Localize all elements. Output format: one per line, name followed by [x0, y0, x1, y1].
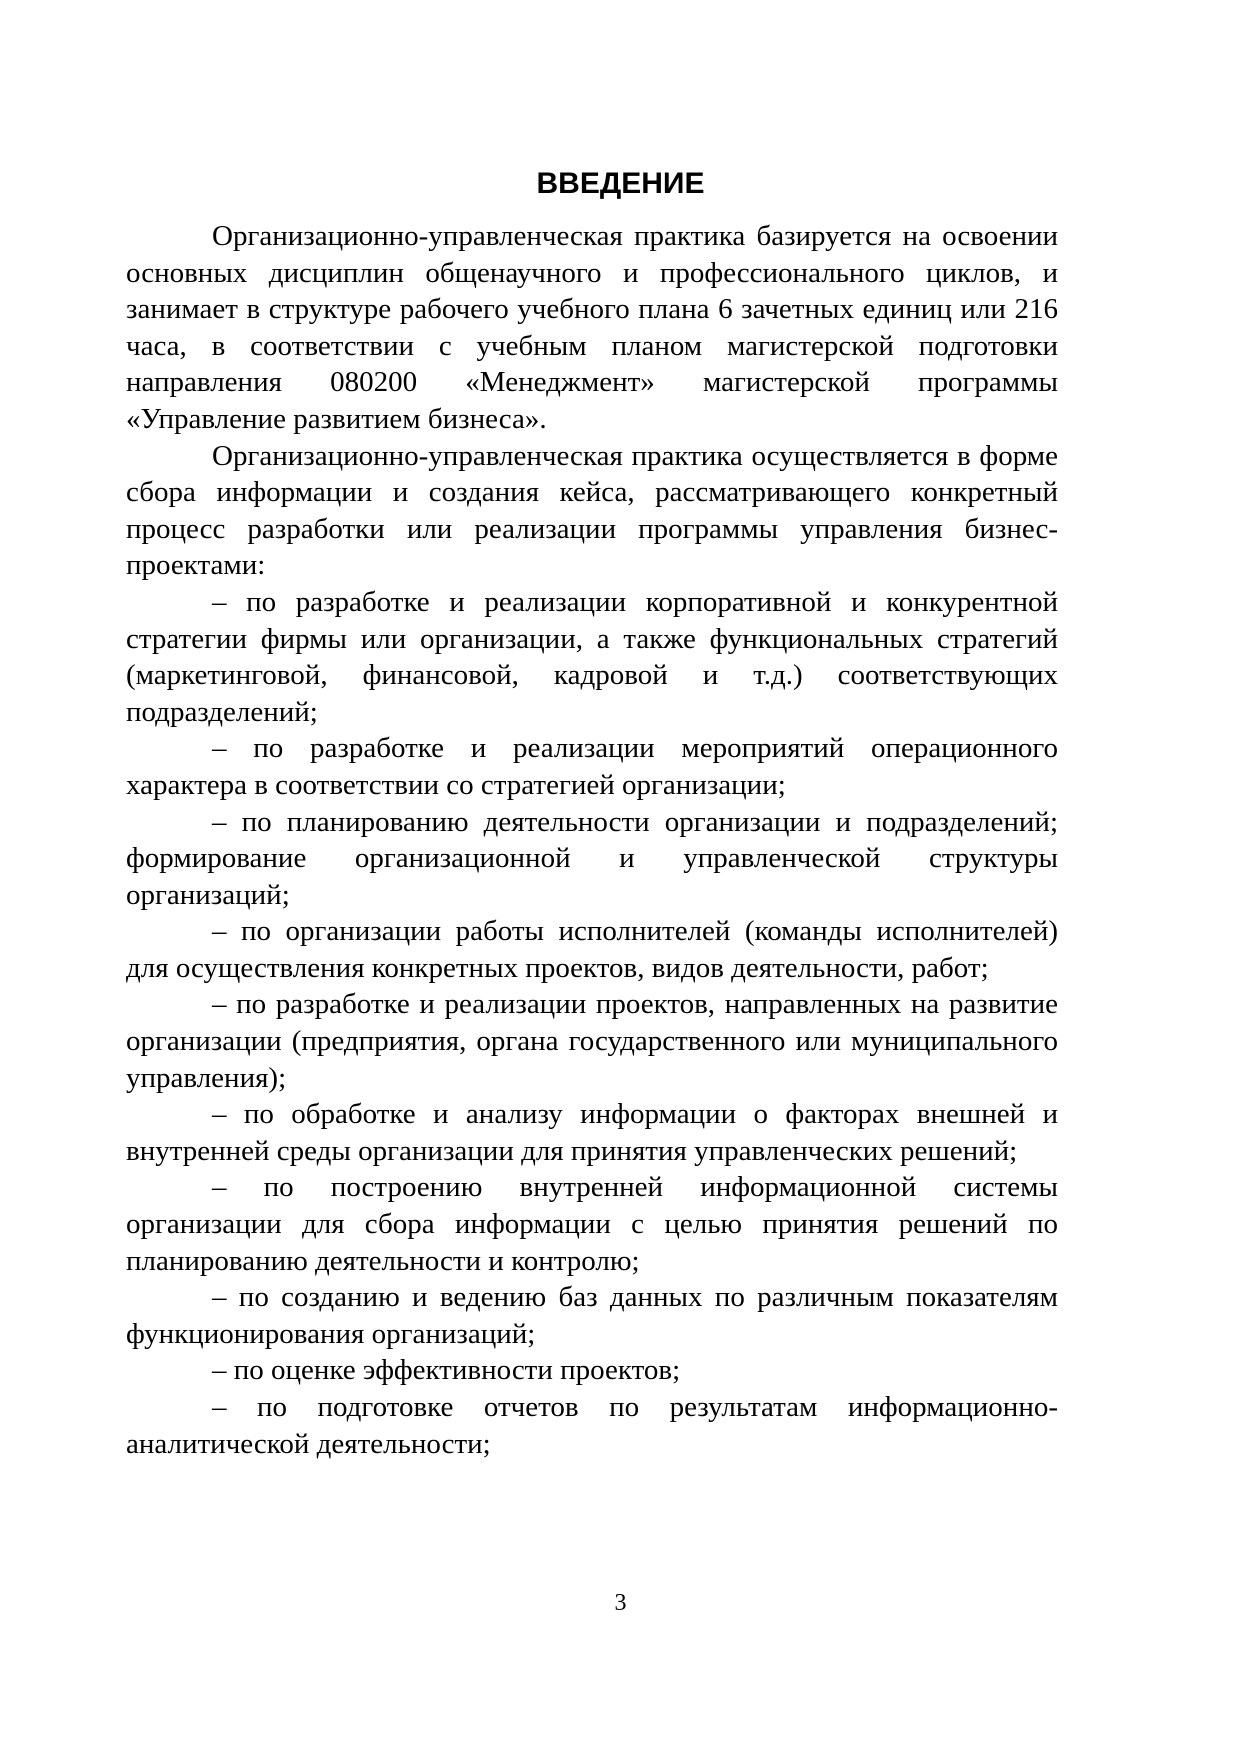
body-text [126, 218, 1058, 1462]
list-item: – по разработке и реализации проектов, направленных на развитие организации (предприятия, органа государственного или муниципального управления); [126, 988, 1058, 1094]
list-item: – по подготовке отчетов по результатам информационно-аналитической деятельности; [126, 1391, 1058, 1460]
list-item: – по обработке и анализу информации о факторах внешней и внутренней среды организации для принятия управленческих решений; [126, 1098, 1058, 1167]
list-item: – по построению внутренней информационной системы организации для сбора информации с целью принятия решений по планированию деятельности и контролю; [126, 1171, 1058, 1277]
paragraph: Организационно-управленческая практика базируется на освоении основных дисциплин общенаучного и профессионального циклов, и занимает в структуре рабочего учебного плана 6 зачетных единиц или 216 часа, в соответствии с учебным планом магистерской подготовки направления 080200 «Менеджмент» магистерской программы «Управление развитием бизнеса». [126, 220, 1058, 435]
list-item: – по оценке эффективности проектов; [212, 1354, 681, 1387]
list-item: – по разработке и реализации мероприятий операционного характера в соответствии со стратегией организации; [126, 732, 1058, 801]
list-item: – по организации работы исполнителей (команды исполнителей) для осуществления конкретных проектов, видов деятельности, работ; [126, 915, 1058, 984]
page-title: ВВЕДЕНИЕ [536, 167, 705, 200]
paragraph: Организационно-управленческая практика осуществляется в форме сбора информации и создания кейса, рассматривающего конкретный процесс разработки или реализации программы управления бизнес-проектами: [126, 439, 1058, 582]
list-item: – по созданию и ведению баз данных по различным показателям функционирования организаций; [126, 1281, 1058, 1350]
page-number: 3 [614, 1590, 627, 1616]
list-item: – по разработке и реализации корпоративной и конкурентной стратегии фирмы или организации, а также функциональных стратегий (маркетинговой, финансовой, кадровой и т.д.) соответствующих подразделений; [126, 585, 1058, 728]
list-item: – по планированию деятельности организации и подразделений; формирование организационной и управленческой структуры организаций; [126, 805, 1058, 911]
